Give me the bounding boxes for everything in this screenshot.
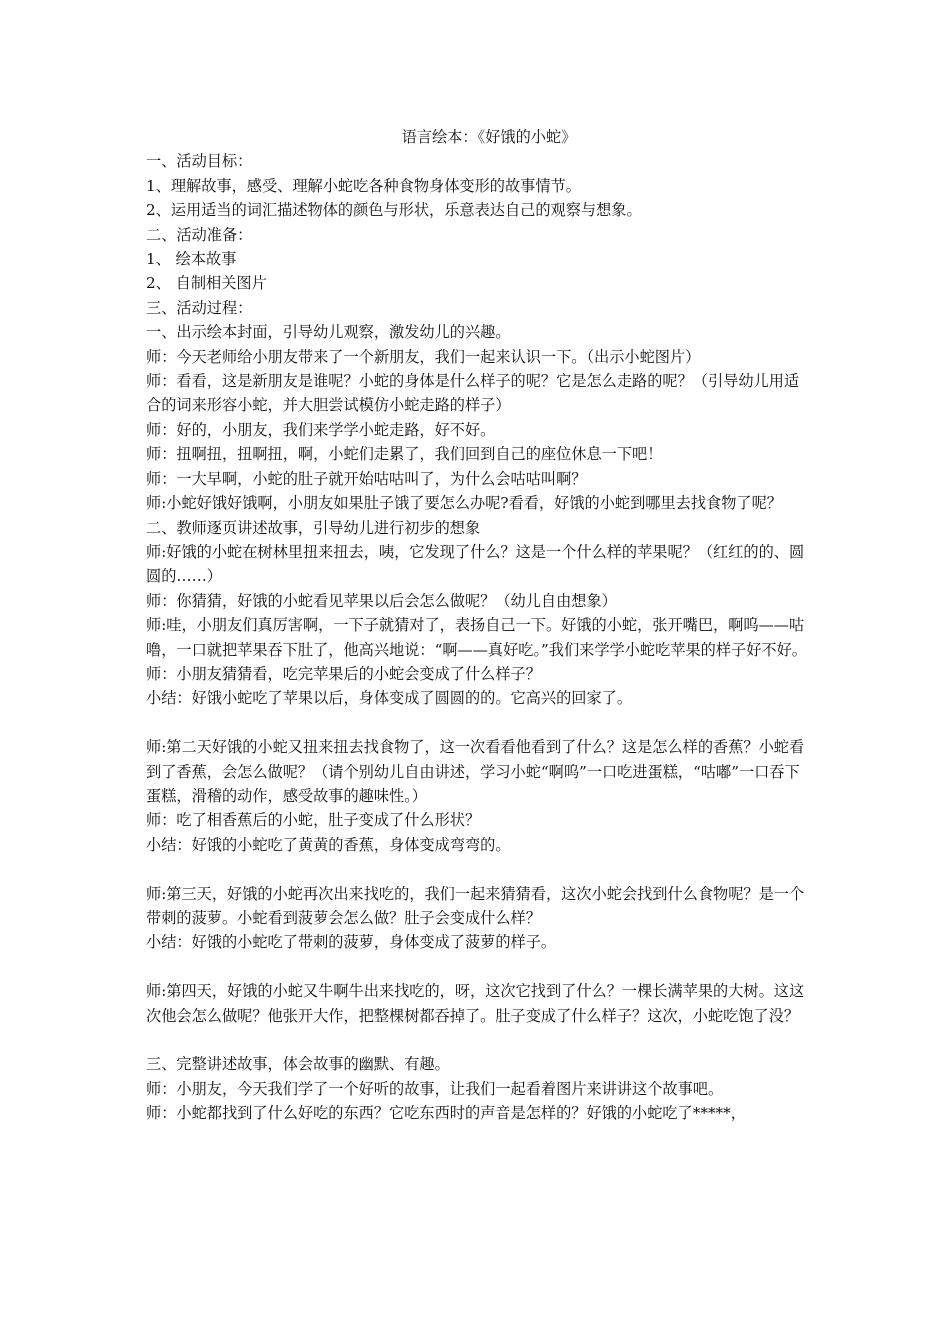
text-line: 师：你猜猜，好饿的小蛇看见苹果以后会怎么做呢？（幼儿自由想象） xyxy=(146,591,617,610)
text-line: 2、运用适当的词汇描述物体的颜色与形状，乐意表达自己的观察与想象。 xyxy=(146,201,642,220)
text-line: 师：今天老师给小朋友带来了一个新朋友，我们一起来认识一下。（出示小蛇图片） xyxy=(146,347,701,366)
document-body xyxy=(146,125,812,1126)
text-line: 师：扭啊扭，扭啊扭，啊，小蛇们走累了，我们回到自己的座位休息一下吧！ xyxy=(146,445,663,464)
text-line: 师：吃了相香蕉后的小蛇，肚子变成了什么形状？ xyxy=(146,811,481,830)
text-line: 小结：好饿的小蛇吃了带刺的菠萝，身体变成了菠萝的样子。 xyxy=(146,933,557,952)
text-line: 师:第二天好饿的小蛇又扭来扭去找食物了，这一次看看他看到了什么？这是怎么样的香蕉？小蛇看到了香蕉，会怎么做呢？（请个别幼儿自由讲述，学习小蛇“啊呜”一口吃进蛋糕，“咕嘟”一口吞下蛋糕，滑稽的动作，感受故事的趣味性。） xyxy=(146,738,805,805)
text-line: 师:好饿的小蛇在树林里扭来扭去，咦，它发现了什么？这是一个什么样的苹果呢？（红红的的、圆圆的……） xyxy=(146,542,805,586)
blank-line xyxy=(146,1028,812,1052)
text-line: 师：看看，这是新朋友是谁呢？小蛇的身体是什么样子的呢？它是怎么走路的呢？（引导幼儿用适合的词来形容小蛇，并大胆尝试模仿小蛇走路的样子） xyxy=(146,372,800,415)
text-line: 一、活动目标： xyxy=(146,152,253,171)
text-line: 师：好的，小朋友，我们来学学小蛇走路，好不好。 xyxy=(146,420,496,439)
text-line: 师：小朋友猜猜看，吃完苹果后的小蛇会变成了什么样子？ xyxy=(146,664,541,683)
text-line: 师:小蛇好饿好饿啊，小朋友如果肚子饿了要怎么办呢?看看，好饿的小蛇到哪里去找食物了呢？ xyxy=(146,494,782,513)
text-line: 师:第四天，好饿的小蛇又牛啊牛出来找吃的，呀，这次它找到了什么？一棵长满苹果的大树。这这次他会怎么做呢？他张开大作，把整棵树都吞掉了。肚子变成了什么样子？这次，小蛇吃饱了没？ xyxy=(146,982,805,1025)
document-title: 语言绘本：《好饿的小蛇》 xyxy=(401,128,577,146)
text-line: 三、完整讲述故事，体会故事的幽默、有趣。 xyxy=(146,1055,450,1074)
text-line: 1、理解故事，感受、理解小蛇吃各种食物身体变形的故事情节。 xyxy=(146,176,581,195)
text-line: 一、出示绘本封面，引导幼儿观察，激发幼儿的兴趣。 xyxy=(146,323,511,342)
text-line: 二、教师逐页讲述故事，引导幼儿进行初步的想象 xyxy=(146,518,481,537)
text-line: 小结：好饿的小蛇吃了黄黄的香蕉，身体变成弯弯的。 xyxy=(146,835,511,854)
text-line: 小结：好饿小蛇吃了苹果以后，身体变成了圆圆的的。它高兴的回家了。 xyxy=(146,689,632,708)
blank-line xyxy=(146,955,812,979)
text-line: 师：小朋友，今天我们学了一个好听的故事，让我们一起看着图片来讲讲这个故事吧。 xyxy=(146,1079,724,1098)
text-line: 师:第三天，好饿的小蛇再次出来找吃的，我们一起来猜猜看，这次小蛇会找到什么食物呢？是一个带刺的菠萝。小蛇看到菠萝会怎么做？肚子会变成什么样？ xyxy=(146,884,805,927)
text-line: 2、 自制相关图片 xyxy=(146,274,267,293)
text-line: 三、活动过程： xyxy=(146,298,253,317)
text-line: 师：小蛇都找到了什么好吃的东西？它吃东西时的声音是怎样的？好饿的小蛇吃了*****， xyxy=(146,1104,746,1123)
blank-line xyxy=(146,857,812,881)
text-line: 师:哇，小朋友们真厉害啊，一下子就猜对了，表扬自己一下。好饿的小蛇，张开嘴巴，啊呜——咕噜，一口就把苹果吞下肚了，他高兴地说：“啊——真好吃。”我们来学学小蛇吃苹果的样子好不好。 xyxy=(146,616,807,659)
text-line: 二、活动准备： xyxy=(146,225,253,244)
text-line: 师：一大早啊，小蛇的肚子就开始咕咕叫了，为什么会咕咕叫啊？ xyxy=(146,469,587,488)
blank-line xyxy=(146,711,812,735)
text-line: 1、 绘本故事 xyxy=(146,250,237,269)
